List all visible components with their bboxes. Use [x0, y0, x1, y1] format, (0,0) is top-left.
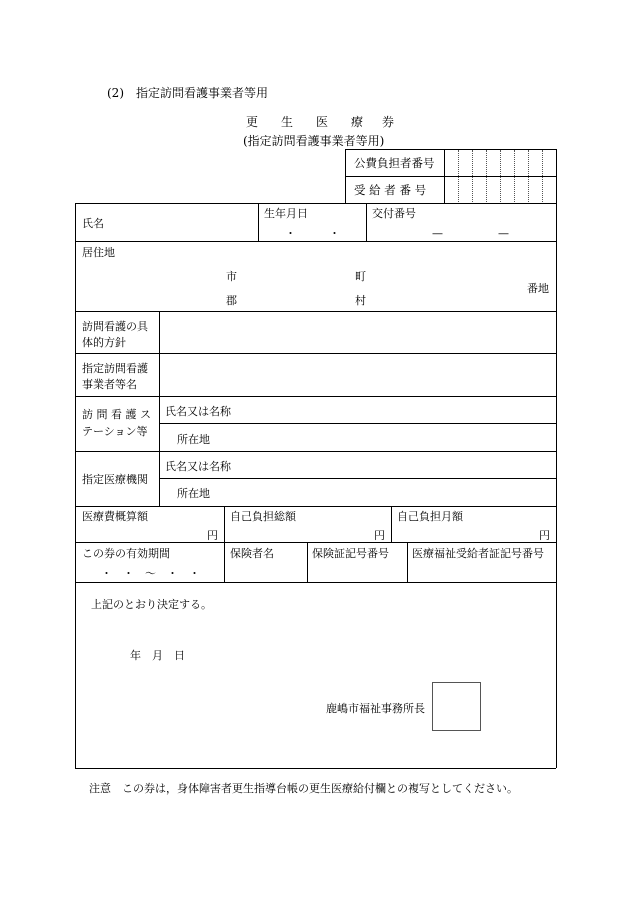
public-payer-number-label: 公費負担者番号 — [354, 156, 435, 170]
dob-separators: ・ ・ — [285, 227, 340, 240]
provider-label-line2: 事業者等名 — [82, 378, 137, 391]
welfare-recipient-number-label: 医療福祉受給者証記号番号 — [412, 547, 544, 560]
issue-number-dashes: — — — [432, 227, 509, 240]
provider-label-line1: 指定訪問看護 — [82, 362, 148, 375]
self-pay-total-label: 自己負担総額 — [230, 510, 296, 523]
document-subtitle: (指定訪問看護事業者等用) — [243, 134, 385, 148]
self-pay-monthly-label: 自己負担月額 — [397, 510, 463, 523]
nursing-policy-label-line1: 訪問看護の具 — [82, 320, 148, 333]
medical-institution-label: 指定医療機関 — [82, 473, 148, 486]
issuer-name: 鹿嶋市福祉事務所長 — [326, 702, 425, 715]
address-banchi: 番地 — [527, 282, 549, 295]
validity-period-value: ・ ・ ～ ・ ・ — [101, 567, 200, 580]
issue-number-label: 交付番号 — [372, 207, 416, 220]
title-char: 更 — [246, 115, 259, 129]
decision-date: 年 月 日 — [130, 649, 185, 662]
insurance-number-label: 保険証記号番号 — [312, 547, 389, 560]
recipient-number-label: 受 給 者 番 号 — [354, 183, 427, 197]
yen-unit: 円 — [207, 529, 218, 542]
station-name-label: 氏名又は名称 — [165, 405, 231, 418]
seal-box — [432, 682, 481, 731]
address-town: 町 — [355, 270, 366, 283]
address-city: 市 — [226, 270, 237, 283]
title-char: 療 — [351, 115, 364, 129]
address-label: 居住地 — [82, 246, 115, 259]
medical-cost-estimate-label: 医療費概算額 — [82, 510, 148, 523]
nursing-policy-label-line2: 体的方針 — [82, 336, 126, 349]
name-label: 氏名 — [82, 217, 104, 230]
station-label-line2: テーション等 — [82, 425, 148, 438]
yen-unit: 円 — [374, 529, 385, 542]
medical-name-label: 氏名又は名称 — [165, 460, 231, 473]
footer-note: 注意 この券は，身体障害者更生指導台帳の更生医療給付欄との複写としてください。 — [89, 782, 518, 795]
dob-label: 生年月日 — [264, 207, 308, 220]
address-county: 郡 — [226, 294, 237, 307]
station-label-line1: 訪 問 看 護 ス — [82, 408, 151, 421]
station-location-label: 所在地 — [177, 433, 210, 446]
insurer-name-label: 保険者名 — [230, 547, 274, 560]
validity-period-label: この券の有効期間 — [82, 547, 170, 560]
address-village: 村 — [355, 294, 366, 307]
yen-unit: 円 — [539, 529, 550, 542]
decision-text: 上記のとおり決定する。 — [91, 598, 212, 611]
title-char: 医 — [316, 115, 329, 129]
medical-location-label: 所在地 — [177, 487, 210, 500]
title-char: 生 — [281, 115, 294, 129]
title-char: 券 — [382, 115, 395, 129]
section-label: (2) 指定訪問看護事業者等用 — [107, 86, 268, 100]
